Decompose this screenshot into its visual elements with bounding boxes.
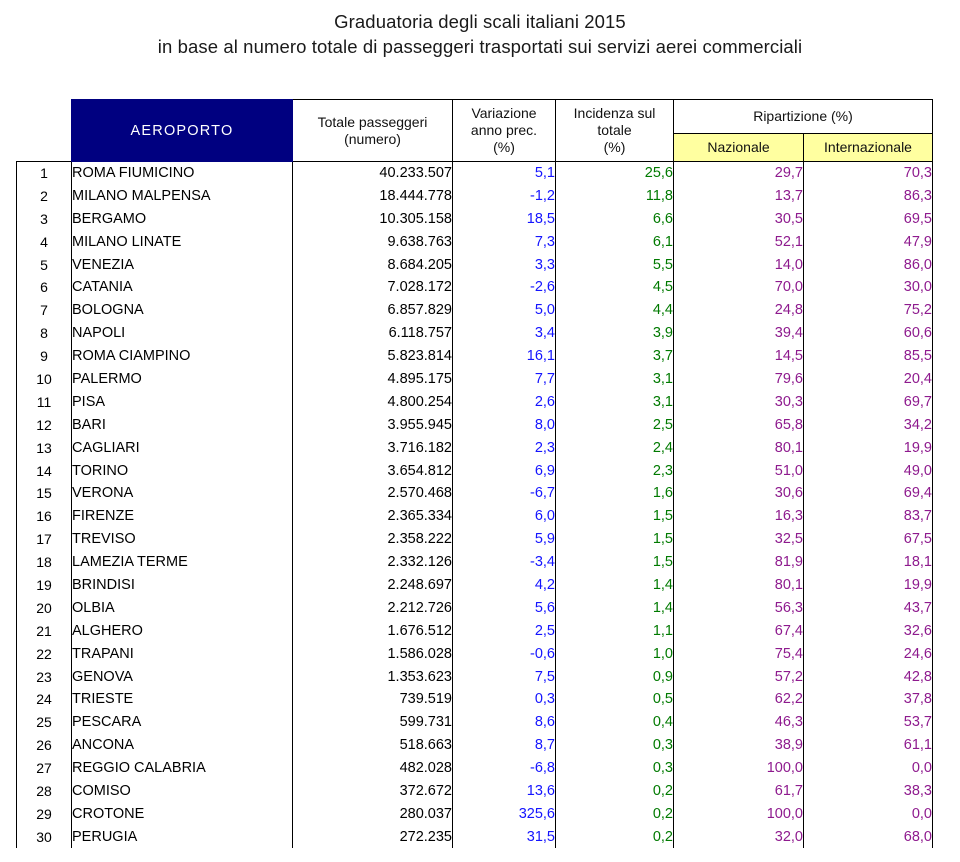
table-row [17, 276, 933, 299]
table-cell-incidence: 0,2 [556, 802, 674, 825]
table-cell-total: 10.305.158 [293, 207, 453, 230]
table-cell-variation: 325,6 [453, 802, 556, 825]
table-cell-airport: TRAPANI [72, 642, 293, 665]
table-cell-rank: 18 [17, 551, 72, 574]
table-cell-airport: ROMA FIUMICINO [72, 162, 293, 185]
table-body [17, 162, 933, 849]
table-cell-international: 18,1 [804, 551, 933, 574]
table-row [17, 780, 933, 803]
table-cell-variation: 3,4 [453, 322, 556, 345]
table-cell-rank: 14 [17, 459, 72, 482]
table-cell-airport: FIRENZE [72, 505, 293, 528]
table-cell-international: 20,4 [804, 368, 933, 391]
table-cell-international: 83,7 [804, 505, 933, 528]
table-cell-variation: 31,5 [453, 825, 556, 848]
table-cell-total: 9.638.763 [293, 230, 453, 253]
table-cell-national: 46,3 [674, 711, 804, 734]
table-cell-airport: OLBIA [72, 596, 293, 619]
table-cell-total: 272.235 [293, 825, 453, 848]
table-cell-incidence: 2,5 [556, 413, 674, 436]
table-cell-international: 53,7 [804, 711, 933, 734]
table-cell-international: 34,2 [804, 413, 933, 436]
header-row-top [17, 100, 933, 134]
table-cell-national: 67,4 [674, 619, 804, 642]
table-row [17, 413, 933, 436]
table-cell-incidence: 5,5 [556, 253, 674, 276]
table-cell-rank: 11 [17, 390, 72, 413]
table-cell-airport: CAGLIARI [72, 436, 293, 459]
table-row [17, 459, 933, 482]
table-cell-rank: 7 [17, 299, 72, 322]
table-cell-incidence: 0,5 [556, 688, 674, 711]
table-row [17, 299, 933, 322]
table-cell-total: 3.955.945 [293, 413, 453, 436]
table-cell-total: 5.823.814 [293, 345, 453, 368]
table-cell-airport: MILANO LINATE [72, 230, 293, 253]
table-cell-total: 3.716.182 [293, 436, 453, 459]
table-cell-total: 1.353.623 [293, 665, 453, 688]
table-cell-variation: 6,0 [453, 505, 556, 528]
table-cell-international: 43,7 [804, 596, 933, 619]
table-cell-rank: 15 [17, 482, 72, 505]
header-incidence-line2: totale [597, 122, 632, 138]
table-cell-total: 3.654.812 [293, 459, 453, 482]
header-split-international: Internazionale [804, 134, 933, 162]
table-cell-variation: 2,3 [453, 436, 556, 459]
table-cell-national: 38,9 [674, 734, 804, 757]
table-cell-incidence: 4,4 [556, 299, 674, 322]
table-cell-total: 6.857.829 [293, 299, 453, 322]
table-cell-variation: -6,8 [453, 757, 556, 780]
table-cell-national: 32,5 [674, 528, 804, 551]
header-incidence-line1: Incidenza sul [573, 105, 656, 121]
table-cell-national: 80,1 [674, 436, 804, 459]
table-row [17, 711, 933, 734]
table-cell-incidence: 1,5 [556, 551, 674, 574]
table-cell-rank: 27 [17, 757, 72, 780]
table-cell-airport: VERONA [72, 482, 293, 505]
table-cell-variation: 3,3 [453, 253, 556, 276]
table-cell-variation: -6,7 [453, 482, 556, 505]
table-cell-incidence: 1,5 [556, 528, 674, 551]
table-row [17, 665, 933, 688]
title-block [0, 0, 960, 59]
table-cell-national: 30,5 [674, 207, 804, 230]
page-title: Graduatoria degli scali italiani 2015 [334, 11, 626, 32]
ranking-table-container [16, 99, 932, 848]
table-cell-national: 30,6 [674, 482, 804, 505]
table-cell-rank: 8 [17, 322, 72, 345]
table-cell-international: 70,3 [804, 162, 933, 185]
table-cell-total: 18.444.778 [293, 184, 453, 207]
table-cell-national: 56,3 [674, 596, 804, 619]
table-cell-international: 49,0 [804, 459, 933, 482]
table-cell-international: 37,8 [804, 688, 933, 711]
table-cell-airport: BOLOGNA [72, 299, 293, 322]
table-cell-international: 69,4 [804, 482, 933, 505]
table-cell-national: 51,0 [674, 459, 804, 482]
table-cell-national: 24,8 [674, 299, 804, 322]
table-cell-international: 24,6 [804, 642, 933, 665]
table-row [17, 642, 933, 665]
header-total-passengers [293, 100, 453, 162]
table-cell-incidence: 0,3 [556, 734, 674, 757]
table-row [17, 482, 933, 505]
table-cell-international: 85,5 [804, 345, 933, 368]
table-cell-variation: 0,3 [453, 688, 556, 711]
table-row [17, 505, 933, 528]
table-cell-rank: 24 [17, 688, 72, 711]
table-cell-rank: 28 [17, 780, 72, 803]
table-row [17, 574, 933, 597]
table-cell-variation: 7,7 [453, 368, 556, 391]
table-cell-incidence: 3,9 [556, 322, 674, 345]
table-row [17, 688, 933, 711]
header-airport: AEROPORTO [72, 100, 293, 162]
table-cell-variation: 6,9 [453, 459, 556, 482]
table-cell-variation: 8,6 [453, 711, 556, 734]
header-split-group: Ripartizione (%) [674, 100, 933, 134]
table-cell-national: 14,5 [674, 345, 804, 368]
table-cell-variation: 4,2 [453, 574, 556, 597]
table-row [17, 802, 933, 825]
header-incidence-line3: (%) [603, 139, 626, 155]
table-cell-incidence: 4,5 [556, 276, 674, 299]
table-cell-international: 19,9 [804, 436, 933, 459]
table-cell-rank: 2 [17, 184, 72, 207]
table-cell-incidence: 2,4 [556, 436, 674, 459]
table-cell-airport: TRIESTE [72, 688, 293, 711]
table-cell-airport: ROMA CIAMPINO [72, 345, 293, 368]
table-cell-national: 62,2 [674, 688, 804, 711]
table-cell-international: 69,5 [804, 207, 933, 230]
table-cell-total: 280.037 [293, 802, 453, 825]
table-cell-total: 599.731 [293, 711, 453, 734]
table-cell-rank: 5 [17, 253, 72, 276]
table-cell-variation: 5,1 [453, 162, 556, 185]
table-cell-international: 19,9 [804, 574, 933, 597]
table-cell-international: 0,0 [804, 802, 933, 825]
table-cell-airport: ALGHERO [72, 619, 293, 642]
table-cell-rank: 22 [17, 642, 72, 665]
table-cell-national: 57,2 [674, 665, 804, 688]
table-cell-variation: 16,1 [453, 345, 556, 368]
table-cell-international: 86,0 [804, 253, 933, 276]
table-cell-rank: 26 [17, 734, 72, 757]
table-cell-national: 30,3 [674, 390, 804, 413]
table-cell-total: 372.672 [293, 780, 453, 803]
table-cell-airport: BRINDISI [72, 574, 293, 597]
table-cell-national: 75,4 [674, 642, 804, 665]
table-cell-variation: -3,4 [453, 551, 556, 574]
table-cell-international: 60,6 [804, 322, 933, 345]
table-cell-rank: 21 [17, 619, 72, 642]
table-cell-variation: 18,5 [453, 207, 556, 230]
table-cell-national: 61,7 [674, 780, 804, 803]
table-cell-incidence: 6,6 [556, 207, 674, 230]
table-cell-international: 38,3 [804, 780, 933, 803]
table-cell-rank: 20 [17, 596, 72, 619]
table-cell-total: 1.676.512 [293, 619, 453, 642]
table-cell-incidence: 1,4 [556, 574, 674, 597]
table-row [17, 345, 933, 368]
table-cell-variation: 5,9 [453, 528, 556, 551]
table-cell-airport: PESCARA [72, 711, 293, 734]
table-cell-variation: 8,7 [453, 734, 556, 757]
table-cell-national: 32,0 [674, 825, 804, 848]
table-cell-incidence: 0,2 [556, 780, 674, 803]
table-cell-variation: -2,6 [453, 276, 556, 299]
header-total-passengers-line1: Totale passeggeri [317, 113, 428, 130]
table-cell-total: 8.684.205 [293, 253, 453, 276]
table-cell-incidence: 11,8 [556, 184, 674, 207]
table-cell-total: 2.332.126 [293, 551, 453, 574]
table-cell-incidence: 1,0 [556, 642, 674, 665]
table-cell-rank: 1 [17, 162, 72, 185]
table-cell-variation: 5,6 [453, 596, 556, 619]
page-subtitle: in base al numero totale di passeggeri trasportati sui servizi aerei commerciali [157, 36, 803, 57]
table-cell-international: 61,1 [804, 734, 933, 757]
table-cell-international: 32,6 [804, 619, 933, 642]
table-cell-rank: 10 [17, 368, 72, 391]
table-cell-rank: 9 [17, 345, 72, 368]
table-cell-airport: CROTONE [72, 802, 293, 825]
table-cell-national: 52,1 [674, 230, 804, 253]
table-cell-international: 67,5 [804, 528, 933, 551]
table-row [17, 207, 933, 230]
table-cell-total: 40.233.507 [293, 162, 453, 185]
table-cell-total: 739.519 [293, 688, 453, 711]
table-cell-total: 7.028.172 [293, 276, 453, 299]
table-cell-total: 2.212.726 [293, 596, 453, 619]
table-cell-total: 6.118.757 [293, 322, 453, 345]
table-cell-airport: BARI [72, 413, 293, 436]
table-cell-airport: ANCONA [72, 734, 293, 757]
table-cell-rank: 30 [17, 825, 72, 848]
table-cell-airport: TREVISO [72, 528, 293, 551]
table-cell-national: 100,0 [674, 802, 804, 825]
table-cell-international: 69,7 [804, 390, 933, 413]
table-cell-airport: PISA [72, 390, 293, 413]
table-cell-variation: 2,5 [453, 619, 556, 642]
header-incidence [556, 100, 674, 162]
table-cell-national: 65,8 [674, 413, 804, 436]
table-cell-national: 80,1 [674, 574, 804, 597]
table-cell-rank: 3 [17, 207, 72, 230]
table-cell-airport: BERGAMO [72, 207, 293, 230]
table-cell-variation: 2,6 [453, 390, 556, 413]
table-cell-national: 39,4 [674, 322, 804, 345]
table-cell-rank: 13 [17, 436, 72, 459]
table-cell-incidence: 0,3 [556, 757, 674, 780]
table-cell-incidence: 0,2 [556, 825, 674, 848]
table-cell-incidence: 0,4 [556, 711, 674, 734]
table-cell-airport: GENOVA [72, 665, 293, 688]
header-rank-spacer [17, 100, 72, 162]
table-cell-international: 42,8 [804, 665, 933, 688]
table-row [17, 368, 933, 391]
table-cell-variation: -1,2 [453, 184, 556, 207]
table-cell-rank: 17 [17, 528, 72, 551]
table-row [17, 230, 933, 253]
table-cell-international: 68,0 [804, 825, 933, 848]
table-row [17, 162, 933, 185]
table-cell-total: 1.586.028 [293, 642, 453, 665]
table-cell-rank: 12 [17, 413, 72, 436]
table-row [17, 596, 933, 619]
table-row [17, 184, 933, 207]
table-cell-airport: CATANIA [72, 276, 293, 299]
table-cell-variation: 7,5 [453, 665, 556, 688]
table-cell-airport: VENEZIA [72, 253, 293, 276]
table-cell-airport: TORINO [72, 459, 293, 482]
header-total-passengers-line2: (numero) [344, 130, 401, 147]
table-cell-variation: 5,0 [453, 299, 556, 322]
table-row [17, 390, 933, 413]
table-cell-international: 47,9 [804, 230, 933, 253]
table-cell-national: 29,7 [674, 162, 804, 185]
table-cell-airport: REGGIO CALABRIA [72, 757, 293, 780]
header-variation-line1: Variazione [471, 105, 537, 121]
table-cell-rank: 19 [17, 574, 72, 597]
table-cell-variation: -0,6 [453, 642, 556, 665]
table-cell-airport: MILANO MALPENSA [72, 184, 293, 207]
table-row [17, 322, 933, 345]
table-cell-total: 2.570.468 [293, 482, 453, 505]
table-cell-rank: 23 [17, 665, 72, 688]
table-row [17, 551, 933, 574]
table-header [17, 100, 933, 162]
table-cell-total: 4.895.175 [293, 368, 453, 391]
table-cell-airport: NAPOLI [72, 322, 293, 345]
table-cell-international: 30,0 [804, 276, 933, 299]
table-cell-rank: 16 [17, 505, 72, 528]
table-cell-incidence: 1,5 [556, 505, 674, 528]
table-cell-rank: 25 [17, 711, 72, 734]
table-cell-variation: 13,6 [453, 780, 556, 803]
table-cell-international: 86,3 [804, 184, 933, 207]
table-cell-national: 70,0 [674, 276, 804, 299]
header-variation-line2: anno prec. [470, 122, 538, 138]
table-cell-international: 75,2 [804, 299, 933, 322]
table-cell-airport: PALERMO [72, 368, 293, 391]
table-row [17, 436, 933, 459]
table-row [17, 757, 933, 780]
table-cell-rank: 29 [17, 802, 72, 825]
table-cell-national: 13,7 [674, 184, 804, 207]
table-cell-airport: LAMEZIA TERME [72, 551, 293, 574]
airport-ranking-table [16, 99, 933, 848]
table-cell-incidence: 1,4 [556, 596, 674, 619]
table-cell-total: 518.663 [293, 734, 453, 757]
table-cell-incidence: 3,1 [556, 368, 674, 391]
header-variation [453, 100, 556, 162]
table-cell-variation: 8,0 [453, 413, 556, 436]
table-row [17, 619, 933, 642]
table-cell-rank: 6 [17, 276, 72, 299]
table-cell-total: 2.358.222 [293, 528, 453, 551]
table-cell-incidence: 25,6 [556, 162, 674, 185]
header-split-national: Nazionale [674, 134, 804, 162]
table-cell-national: 100,0 [674, 757, 804, 780]
table-cell-total: 2.365.334 [293, 505, 453, 528]
table-cell-national: 14,0 [674, 253, 804, 276]
table-cell-variation: 7,3 [453, 230, 556, 253]
table-cell-international: 0,0 [804, 757, 933, 780]
table-cell-total: 482.028 [293, 757, 453, 780]
table-row [17, 734, 933, 757]
header-variation-line3: (%) [493, 139, 515, 155]
table-cell-rank: 4 [17, 230, 72, 253]
table-row [17, 253, 933, 276]
table-cell-national: 16,3 [674, 505, 804, 528]
table-cell-national: 79,6 [674, 368, 804, 391]
table-cell-incidence: 6,1 [556, 230, 674, 253]
table-row [17, 825, 933, 848]
table-cell-incidence: 2,3 [556, 459, 674, 482]
table-cell-airport: COMISO [72, 780, 293, 803]
table-cell-total: 4.800.254 [293, 390, 453, 413]
table-cell-incidence: 0,9 [556, 665, 674, 688]
table-cell-total: 2.248.697 [293, 574, 453, 597]
table-row [17, 528, 933, 551]
table-cell-incidence: 3,7 [556, 345, 674, 368]
table-cell-airport: PERUGIA [72, 825, 293, 848]
table-cell-national: 81,9 [674, 551, 804, 574]
table-cell-incidence: 1,6 [556, 482, 674, 505]
table-cell-incidence: 1,1 [556, 619, 674, 642]
table-cell-incidence: 3,1 [556, 390, 674, 413]
